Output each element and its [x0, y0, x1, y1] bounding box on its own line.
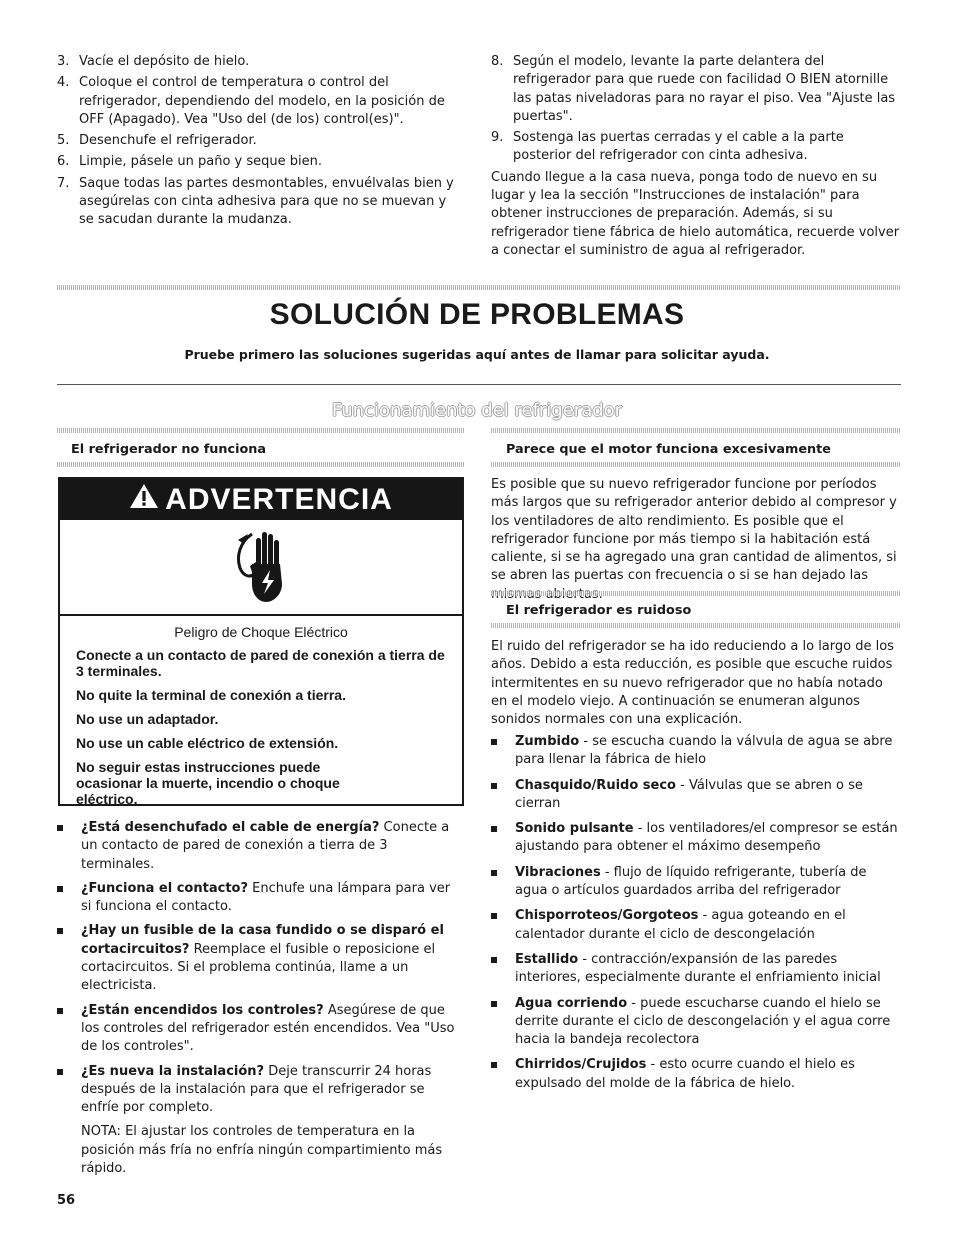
bullet-icon	[491, 826, 497, 832]
divider	[491, 623, 901, 628]
electric-shock-hand-icon	[230, 528, 294, 610]
motor-paragraph: Es posible que su nuevo refrigerador funcione por períodos más largos que su refrigerador anterior debido al compresor y los ventiladores de alto rendimiento. Es posible que el refrigerador funcione por más tiempo si la habitación está caliente, si se ha agregado una gran cantidad de alimentos, si se abren las puertas con frecuencia o si se han dejado las	[491, 477, 897, 584]
list-item: ¿Está desenchufado el cable de energía? Conecte a un contacto de pared de conexión a tierra de 3 terminales.	[57, 819, 463, 874]
subsection-heading: El refrigerador es ruidoso	[506, 603, 692, 618]
page-subtitle: Pruebe primero las soluciones sugeridas aquí antes de llamar para solicitar ayuda.	[184, 347, 770, 362]
warning-line: Conecte a un contacto de pared de conexión a tierra de 3 terminales.	[76, 647, 445, 679]
bullet-icon	[57, 1069, 63, 1075]
moving-steps-left	[57, 53, 465, 233]
page-title: SOLUCIÓN DE PROBLEMAS	[269, 298, 685, 331]
page-number: 56	[57, 1193, 76, 1208]
list-item: ¿Hay un fusible de la casa fundido o se disparó el cortacircuitos? Reemplace el fusible o reposicione el cortacircuitos. Si el problema continúa, llame a un electricista.	[57, 922, 463, 995]
warning-header	[60, 479, 462, 520]
list-item: Chisporroteos/Gorgoteos - agua goteando en el calentador durante el ciclo de descongelación	[491, 907, 901, 944]
warning-body	[60, 616, 462, 807]
subsection-heading: Parece que el motor funciona excesivamente	[506, 442, 831, 457]
list-item: Chasquido/Ruido seco - Válvulas que se abren o se cierran	[491, 777, 901, 814]
warning-header-label: ADVERTENCIA	[165, 482, 393, 516]
step-item: 5. Desenchufe el refrigerador.	[57, 133, 257, 149]
warning-icon-area	[60, 520, 462, 616]
noise-paragraph: El ruido del refrigerador se ha ido reduciendo a lo largo de los años. Debido a esta reducción, es posible que escuche ruidos intermitentes en su nuevo refrigerador que no había notado en el modelo viejo. A continuación se enumeran algunos sonidos normales con una explicación.	[491, 639, 894, 728]
bullet-icon	[491, 739, 497, 745]
step-item: 9. Sostenga las puertas cerradas y el cable a la parte posterior del refrigerador con cinta adhesiva.	[491, 130, 844, 164]
bullet-icon	[57, 928, 63, 934]
bullet-icon	[491, 1062, 497, 1068]
section-heading: Funcionamiento del refrigerador	[331, 400, 623, 421]
no-funciona-list	[57, 819, 463, 1178]
divider	[491, 462, 901, 467]
step-item: 4. Coloque el control de temperatura o control del refrigerador, dependiendo del modelo, en la posición de OFF (Apagado). Vea "Uso del (de los) control(es)".	[57, 75, 445, 127]
divider	[491, 591, 901, 596]
bullet-icon	[491, 870, 497, 876]
divider	[57, 428, 465, 433]
noise-list	[491, 733, 901, 1100]
warning-line: No seguir estas instrucciones puede ocasionar la muerte, incendio o choque eléctrico.	[76, 759, 340, 807]
list-item: ¿Funciona el contacto? Enchufe una lámpara para ver si funciona el contacto.	[57, 880, 463, 917]
note-text: NOTA: El ajustar los controles de temperatura en la posición más fría no enfría ningún compartimiento más rápido.	[81, 1124, 443, 1177]
warning-line: No quite la terminal de conexión a tierra.	[76, 687, 346, 703]
step-item: 3. Vacíe el depósito de hielo.	[57, 54, 250, 69]
list-item: Sonido pulsante - los ventiladores/el compresor se están ajustando para obtener el máximo desempeño	[491, 820, 901, 857]
divider	[57, 285, 901, 290]
step-item: 8. Según el modelo, levante la parte delantera del refrigerador para que ruede con facilidad O BIEN atornille las patas niveladoras para no rayar el piso. Vea "Ajuste las puertas".	[491, 54, 896, 124]
list-item: Estallido - contracción/expansión de las paredes interiores, especialmente durante el enfriamiento inicial	[491, 951, 901, 988]
warning-line: No use un cable eléctrico de extensión.	[76, 735, 339, 751]
list-item: Chirridos/Crujidos - esto ocurre cuando el hielo es expulsado del molde de la fábrica de hielo.	[491, 1056, 901, 1093]
bullet-icon	[57, 886, 63, 892]
moving-steps-right	[491, 53, 901, 260]
divider	[57, 384, 901, 385]
bullet-icon	[491, 1001, 497, 1007]
bullet-icon	[491, 957, 497, 963]
step-item: 6. Limpie, pásele un paño y seque bien.	[57, 154, 322, 170]
warning-triangle-icon	[129, 483, 159, 517]
list-item: ¿Es nueva la instalación? Deje transcurrir 24 horas después de la instalación para que el refrigerador se enfríe por completo.	[57, 1063, 463, 1118]
bullet-icon	[57, 825, 63, 831]
bullet-icon	[57, 1008, 63, 1014]
list-item: ¿Están encendidos los controles? Asegúrese de que los controles del refrigerador estén encendidos. Vea "Uso de los controles".	[57, 1002, 463, 1057]
warning-box	[58, 477, 464, 806]
bullet-icon	[491, 783, 497, 789]
list-item: Agua corriendo - puede escucharse cuando el hielo se derrite durante el ciclo de descongelación y el agua corre hacia la bandeja recolectora	[491, 995, 901, 1050]
step-item: 7. Saque todas las partes desmontables, envuélvalas bien y asegúrelas con cinta adhesiva para que no se muevan y se sacudan durante la mudanza.	[57, 175, 454, 228]
divider	[57, 462, 465, 467]
moving-closing-paragraph: Cuando llegue a la casa nueva, ponga todo de nuevo en su lugar y lea la sección "Instrucciones de instalación" para obtener instrucciones de preparación. Además, si su refrigerador tiene fábrica de hielo automática, recuerde volver a conectar el suministro de agua al refrigerador.	[491, 169, 900, 258]
list-item: Zumbido - se escucha cuando la válvula de agua se abre para llenar la fábrica de hielo	[491, 733, 901, 770]
warning-line: No use un adaptador.	[76, 711, 219, 727]
list-item: Vibraciones - flujo de líquido refrigerante, tubería de agua o artículos guardados arriba del refrigerador	[491, 864, 901, 901]
divider	[491, 428, 901, 433]
subsection-heading: El refrigerador no funciona	[71, 442, 266, 457]
bullet-icon	[491, 913, 497, 919]
warning-title: Peligro de Choque Eléctrico	[174, 624, 348, 640]
